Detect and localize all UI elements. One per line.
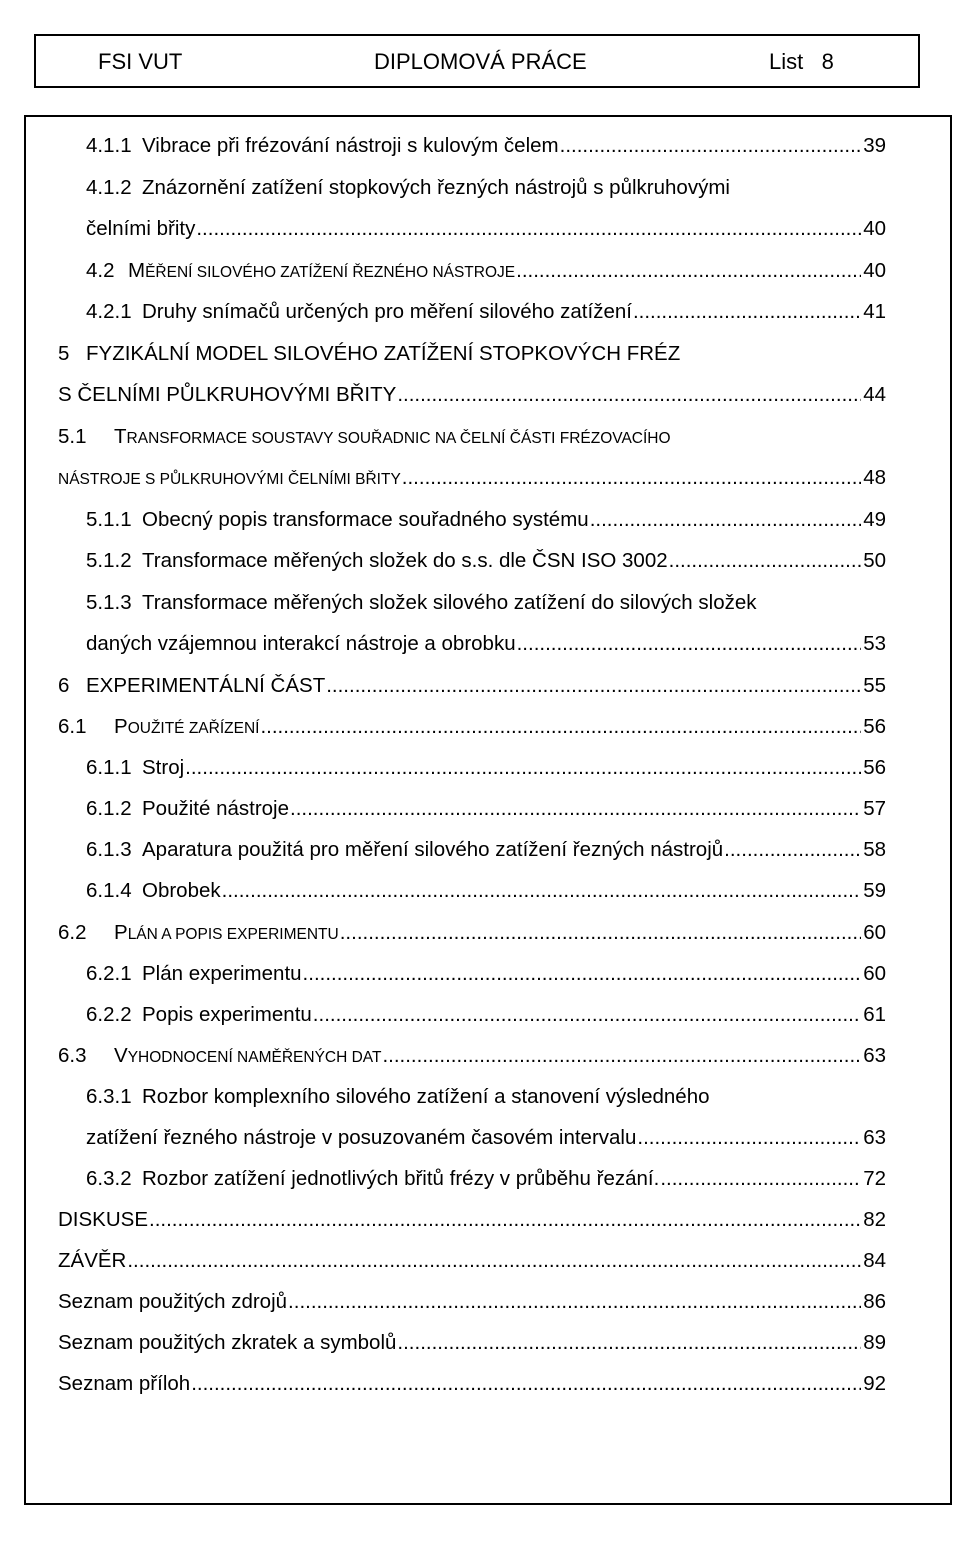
toc-entry[interactable] [86, 1085, 710, 1109]
toc-number: 5 [58, 342, 70, 365]
toc-page: 63 [863, 1044, 886, 1067]
toc-number: 5.1.2 [86, 549, 132, 572]
toc-leader [397, 383, 861, 407]
toc-number: 6.1.2 [86, 797, 132, 820]
toc-title: Druhy snímačů určených pro měření silového zatížení [142, 300, 632, 323]
toc-number: 4.2 [86, 259, 115, 282]
toc-entry[interactable] [86, 1003, 886, 1027]
toc-title: FYZIKÁLNÍ MODEL SILOVÉHO ZATÍŽENÍ STOPKOVÝCH FRÉZ [86, 342, 681, 365]
toc-title-rest: LÁN A POPIS EXPERIMENTU [127, 926, 339, 943]
toc-entry[interactable] [86, 508, 886, 532]
toc-leader [340, 921, 861, 945]
toc-entry[interactable] [86, 259, 886, 285]
toc-title [114, 715, 259, 741]
toc-page: 50 [863, 549, 886, 572]
toc-leader [669, 549, 862, 573]
toc-entry[interactable] [58, 425, 671, 451]
toc-entry[interactable] [58, 1372, 886, 1396]
toc-number: 6.3 [58, 1044, 87, 1067]
toc-page: 56 [863, 715, 886, 738]
toc-title [114, 1044, 381, 1070]
toc-title: EXPERIMENTÁLNÍ ČÁST [86, 674, 326, 697]
toc-page: 60 [863, 921, 886, 944]
toc-entry[interactable] [58, 921, 886, 947]
toc-leader [633, 300, 861, 324]
toc-leader [402, 466, 861, 490]
toc-title: Použité nástroje [142, 797, 290, 820]
toc-entry[interactable] [58, 715, 886, 741]
toc-page: 40 [863, 217, 886, 240]
toc-title: Vibrace při frézování nástroji s kulovým čelem [142, 134, 559, 157]
toc-leader [303, 962, 862, 986]
toc-leader [516, 259, 861, 283]
toc-entry-continuation[interactable] [86, 632, 886, 656]
toc-title-rest: OUŽITÉ ZAŘÍZENÍ [127, 720, 260, 737]
toc-page: 89 [863, 1331, 886, 1354]
toc-entry[interactable] [86, 756, 886, 780]
header-page-number: List 8 [769, 49, 834, 74]
toc-title-initial: T [114, 425, 127, 448]
toc-number: 4.1.1 [86, 134, 132, 157]
toc-leader [326, 674, 861, 698]
toc-title: NÁSTROJE S PŮLKRUHOVÝMI ČELNÍMI BŘITY [58, 471, 401, 488]
toc-number: 4.2.1 [86, 300, 132, 323]
toc-title-rest: YHODNOCENÍ NAMĚŘENÝCH DAT [127, 1049, 382, 1066]
toc-title: Obecný popis transformace souřadného systému [142, 508, 589, 531]
toc-leader [660, 1167, 861, 1191]
toc-title-rest: ĚŘENÍ SILOVÉHO ZATÍŽENÍ ŘEZNÉHO NÁSTROJE [145, 264, 516, 281]
toc-entry[interactable] [86, 962, 886, 986]
toc-title-initial: P [114, 921, 128, 944]
toc-page: 39 [863, 134, 886, 157]
toc-page: 53 [863, 632, 886, 655]
toc-number: 6.3.2 [86, 1167, 132, 1190]
toc-title: ZÁVĚR [58, 1249, 127, 1272]
toc-leader [191, 1372, 861, 1396]
toc-number: 6 [58, 674, 70, 697]
toc-title: Stroj [142, 756, 185, 779]
toc-page: 82 [863, 1208, 886, 1231]
toc-leader [185, 756, 861, 780]
toc-leader [260, 715, 861, 739]
toc-page: 59 [863, 879, 886, 902]
toc-page: 48 [863, 466, 886, 489]
toc-number: 5.1.1 [86, 508, 132, 531]
toc-title: Rozbor komplexního silového zatížení a stanovení výsledného [142, 1085, 710, 1108]
toc-leader [288, 1290, 861, 1314]
toc-title: Seznam příloh [58, 1372, 191, 1395]
toc-entry-continuation[interactable] [86, 1126, 886, 1150]
toc-title: Znázornění zatížení stopkových řezných nástrojů s půlkruhovými [142, 176, 730, 199]
toc-leader [397, 1331, 861, 1355]
toc-number: 6.2.1 [86, 962, 132, 985]
toc-title: DISKUSE [58, 1208, 148, 1231]
toc-title: Popis experimentu [142, 1003, 312, 1026]
toc-number: 6.1.1 [86, 756, 132, 779]
toc-entry[interactable] [86, 549, 886, 573]
toc-title: zatížení řezného nástroje v posuzovaném časovém intervalu [86, 1126, 637, 1149]
toc-page: 44 [863, 383, 886, 406]
toc-entry[interactable] [58, 1249, 886, 1273]
toc-leader [196, 217, 861, 241]
toc-leader [637, 1126, 861, 1150]
toc-entry[interactable] [86, 176, 730, 200]
toc-entry-continuation[interactable] [86, 217, 886, 241]
toc-number: 6.1.4 [86, 879, 132, 902]
toc-number: 5.1 [58, 425, 87, 448]
toc-title: Transformace měřených složek silového zatížení do silových složek [142, 591, 757, 614]
toc-title: Aparatura použitá pro měření silového zatížení řezných nástrojů [142, 838, 724, 861]
toc-page: 61 [863, 1003, 886, 1026]
toc-title: Transformace měřených složek do s.s. dle ČSN ISO 3002 [142, 549, 668, 572]
toc-entry[interactable] [86, 134, 886, 158]
toc-page: 58 [863, 838, 886, 861]
toc-title: Seznam použitých zdrojů [58, 1290, 288, 1313]
toc-page: 55 [863, 674, 886, 697]
toc-leader [382, 1044, 861, 1068]
toc-entry[interactable] [86, 591, 757, 615]
toc-title-rest: RANSFORMACE SOUSTAVY SOUŘADNIC NA ČELNÍ ČÁSTI FRÉZOVACÍHO [126, 430, 671, 447]
toc-page: 40 [863, 259, 886, 282]
toc-leader [313, 1003, 861, 1027]
toc-title [114, 921, 339, 947]
toc-leader [560, 134, 862, 158]
toc-leader [149, 1208, 861, 1232]
toc-number: 6.1 [58, 715, 87, 738]
toc-number: 6.1.3 [86, 838, 132, 861]
toc-title: S ČELNÍMI PŮLKRUHOVÝMI BŘITY [58, 383, 397, 406]
toc-title: Obrobek [142, 879, 221, 902]
toc-leader [127, 1249, 861, 1273]
toc-page: 57 [863, 797, 886, 820]
toc-page: 49 [863, 508, 886, 531]
toc-page: 72 [863, 1167, 886, 1190]
toc-title: daných vzájemnou interakcí nástroje a obrobku [86, 632, 516, 655]
toc-title: Seznam použitých zkratek a symbolů [58, 1331, 397, 1354]
toc-entry[interactable] [86, 797, 886, 821]
toc-title: čelními břity [86, 217, 196, 240]
toc-number: 6.2.2 [86, 1003, 132, 1026]
toc-page: 86 [863, 1290, 886, 1313]
toc-entry[interactable] [86, 879, 886, 903]
toc-title: Plán experimentu [142, 962, 302, 985]
toc-entry-continuation[interactable] [58, 383, 886, 407]
toc-title-initial: P [114, 715, 128, 738]
header-document-type: DIPLOMOVÁ PRÁCE [374, 49, 587, 74]
toc-entry[interactable] [86, 1167, 886, 1191]
toc-entry[interactable] [58, 1290, 886, 1314]
toc-number: 6.3.1 [86, 1085, 132, 1108]
toc-entry-continuation[interactable] [58, 466, 886, 492]
toc-page: 41 [863, 300, 886, 323]
toc-page: 84 [863, 1249, 886, 1272]
toc-title-initial: M [128, 259, 146, 282]
toc-number: 4.1.2 [86, 176, 132, 199]
toc-title: Rozbor zatížení jednotlivých břitů frézy v průběhu řezání. [142, 1167, 660, 1190]
page-header [34, 34, 920, 88]
header-institution: FSI VUT [98, 49, 183, 74]
toc-leader [590, 508, 862, 532]
toc-entry[interactable] [58, 1331, 886, 1355]
toc-entry[interactable] [86, 300, 886, 324]
toc-entry[interactable] [86, 838, 886, 862]
toc-number: 5.1.3 [86, 591, 132, 614]
toc-title-initial: V [114, 1044, 128, 1067]
toc-leader [290, 797, 861, 821]
toc-page: 60 [863, 962, 886, 985]
toc-leader [222, 879, 862, 903]
toc-leader [724, 838, 861, 862]
toc-page: 92 [863, 1372, 886, 1395]
toc-title [128, 259, 515, 285]
toc-entry[interactable] [58, 1044, 886, 1070]
toc-entry[interactable] [58, 674, 886, 698]
toc-entry[interactable] [58, 342, 680, 366]
toc-leader [517, 632, 862, 656]
toc-entry[interactable] [58, 1208, 886, 1232]
toc-number: 6.2 [58, 921, 87, 944]
toc-page: 56 [863, 756, 886, 779]
toc-page: 63 [863, 1126, 886, 1149]
